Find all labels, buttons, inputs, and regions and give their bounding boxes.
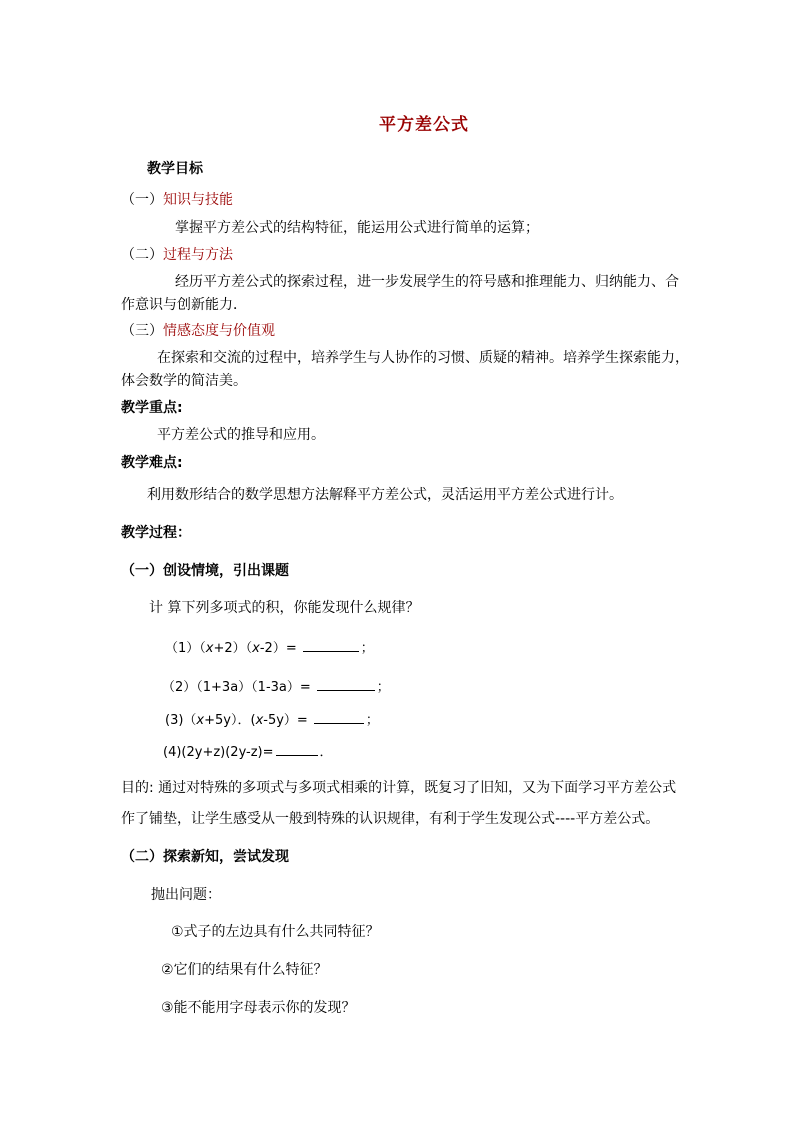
section-3-body-line1: 在探索和交流的过程中，培养学生与人协作的习惯、质疑的精神。培养学生探索能力， (157, 350, 689, 366)
part-1-intro: 计 算下列多项式的积，你能发现什么规律？ (149, 600, 420, 616)
section-3-text: 情感态度与价值观 (163, 323, 275, 339)
exercise-1-prefix: （1）（ (165, 641, 206, 656)
exercise-3-mid2: -5y）= (263, 713, 308, 728)
exercise-1-var1: x (205, 641, 214, 656)
section-3-body-line2: 体会数学的简洁美。 (121, 373, 247, 389)
exercise-3-var1: x (196, 713, 205, 728)
exercise-3-end: ； (365, 713, 379, 728)
section-2-body-line2: 作意识与创新能力． (121, 297, 247, 313)
part-2-intro: 抛出问题： (151, 887, 221, 903)
exercise-2-blank[interactable] (317, 676, 375, 691)
exercise-4-end: ． (319, 745, 333, 760)
exercise-1-end: ； (360, 641, 374, 656)
question-1: ①式子的左边具有什么共同特征？ (171, 924, 380, 940)
exercise-4-text: (4)(2y+z)(2y-z)= (163, 745, 274, 760)
part-2-heading: （二）探索新知，尝试发现 (121, 849, 289, 865)
section-2-text: 过程与方法 (163, 247, 233, 263)
section-1-heading (121, 191, 233, 209)
exercise-3-mid1: +5y）．( (204, 713, 256, 728)
exercise-1 (165, 637, 374, 658)
section-1-label: （一） (121, 192, 163, 208)
exercise-4 (163, 741, 333, 762)
exercise-3-prefix: (3)（ (165, 713, 197, 728)
purpose-line1: 目的: 通过对特殊的多项式与多项式相乘的计算，既复习了旧知，又为下面学习平方差公式 (121, 780, 677, 796)
objectives-heading: 教学目标 (147, 161, 203, 177)
exercise-1-var2: x (252, 641, 260, 656)
purpose-line2: 作了铺垫，让学生感受从一般到特殊的认识规律，有利于学生发现公式----平方差公式。 (121, 811, 660, 827)
exercise-4-blank[interactable] (276, 741, 318, 756)
exercise-3-var2: x (255, 713, 264, 728)
section-1-text: 知识与技能 (163, 192, 233, 208)
exercise-1-mid2: -2）= (259, 641, 297, 656)
section-3-heading (121, 322, 275, 340)
exercise-1-blank[interactable] (303, 637, 359, 652)
page-title: 平方差公式 (379, 115, 469, 135)
exercise-1-mid1: +2）（ (213, 641, 253, 656)
exercise-3-blank[interactable] (314, 709, 364, 724)
section-2-heading (121, 246, 233, 264)
key-points-body: 平方差公式的推导和应用。 (157, 427, 325, 443)
difficulties-heading: 教学难点: (121, 455, 183, 471)
difficulties-body: 利用数形结合的数学思想方法解释平方差公式，灵活运用平方差公式进行计。 (147, 487, 623, 503)
exercise-2-end: ； (376, 680, 390, 695)
question-3: ③能不能用字母表示你的发现？ (161, 1000, 356, 1016)
process-heading: 教学过程： (121, 525, 191, 541)
question-2: ②它们的结果有什么特征？ (161, 962, 328, 978)
exercise-2 (162, 676, 390, 697)
section-2-label: （二） (121, 247, 163, 263)
exercise-3 (165, 709, 379, 730)
section-2-body-line1: 经历平方差公式的探索过程，进一步发展学生的符号感和推理能力、归纳能力、合 (175, 274, 679, 290)
key-points-heading: 教学重点: (121, 400, 183, 416)
part-1-heading: （一）创设情境，引出课题 (121, 563, 289, 579)
section-1-body: 掌握平方差公式的结构特征，能运用公式进行简单的运算； (175, 220, 539, 236)
exercise-2-text: （2）（1+3a）（1-3a）= (162, 680, 311, 695)
section-3-label: （三） (121, 323, 163, 339)
